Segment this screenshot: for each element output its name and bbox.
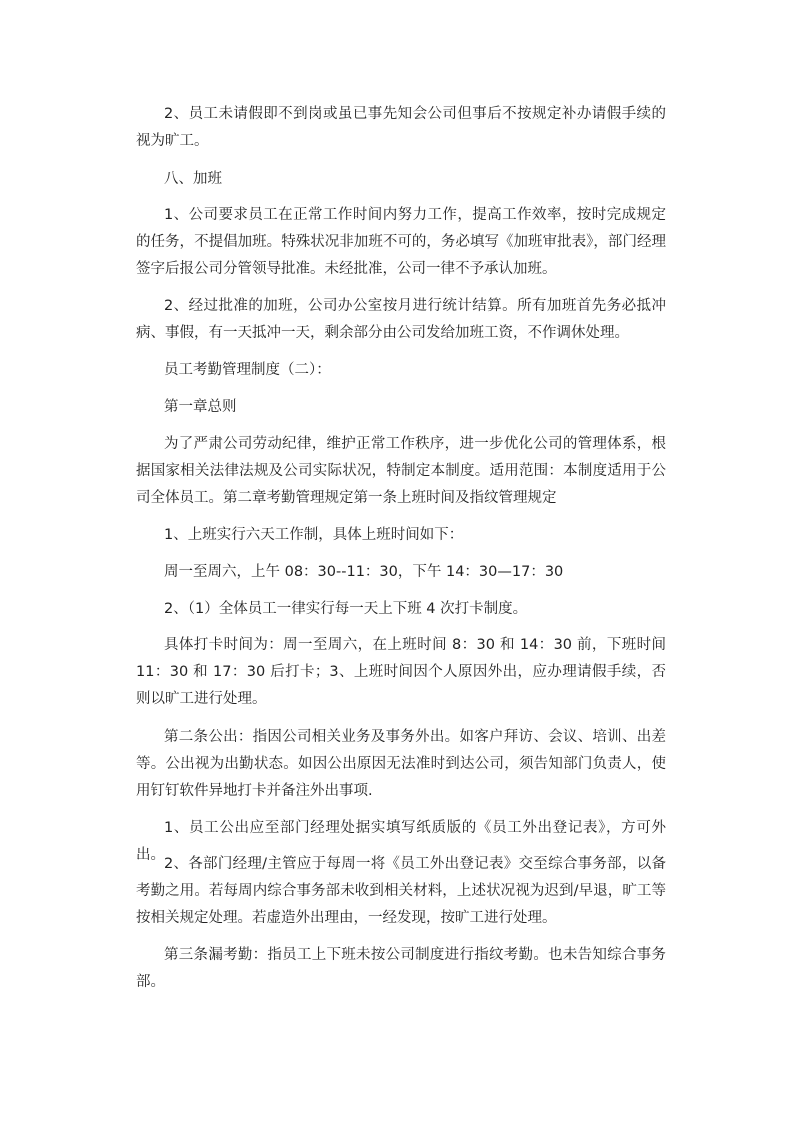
paragraph-clock-in-count: 2、（1）全体员工一律实行每一天上下班 4 次打卡制度。 [164,601,528,617]
paragraph-outing-form-submission: 2、各部门经理/主管应于每周一将《员工外出登记表》交至综合事务部，以备考勤之用。若每周内综合事务部未收到相关材料，上述状况视为迟到/早退，旷工等按相关规定处理。若虚造外出理由，一经发现，按旷工进行处理。 [136,856,666,926]
paragraph-work-schedule: 1、上班实行六天工作制，具体上班时间如下： [164,527,464,543]
paragraph-missed-attendance: 第三条漏考勤：指员工上下班未按公司制度进行指纹考勤。也未告知综合事务部。 [136,947,666,990]
paragraph-overtime-rule-2: 2、经过批准的加班，公司办公室按月进行统计结算。所有加班首先务必抵冲病、事假，有一天抵冲一天，剩余部分由公司发给加班工资，不作调休处理。 [136,298,666,341]
paragraph-outing-registration: 1、员工公出应至部门经理处据实填写纸质版的《员工外出登记表》，方可外出。 [136,820,666,863]
paragraph-absence-unapproved: 2、员工未请假即不到岗或虽已事先知会公司但事后不按规定补办请假手续的视为旷工。 [136,106,666,149]
paragraph-clock-in-times: 具体打卡时间为：周一至周六，在上班时间 8：30 和 14：30 前，下班时间 11：30 和 17：30 后打卡；3、上班时间因个人原因外出，应办理请假手续，否则以旷工进行处理。 [136,637,666,707]
paragraph-business-outing: 第二条公出：指因公司相关业务及事务外出。如客户拜访、会议、培训、出差等。公出视为出勤状态。如因公出原因无法准时到达公司，须告知部门负责人，使用钉钉软件异地打卡并备注外出事项. [136,729,666,799]
paragraph-purpose: 为了严肃公司劳动纪律，维护正常工作秩序，进一步优化公司的管理体系，根据国家相关法律法规及公司实际状况，特制定本制度。适用范围：本制度适用于公司全体员工。第二章考勤管理规定第一条上班时间及指纹管理规定 [136,436,666,506]
document-subtitle: 员工考勤管理制度（二）： [164,362,331,378]
paragraph-work-hours: 周一至周六，上午 08：30--11：30，下午 14：30—17：30 [164,564,564,580]
section-heading-overtime: 八、加班 [164,171,222,187]
chapter-heading: 第一章总则 [164,399,237,415]
paragraph-overtime-rule-1: 1、公司要求员工在正常工作时间内努力工作，提高工作效率，按时完成规定的任务，不提倡加班。特殊状况非加班不可的，务必填写《加班审批表》，部门经理签字后报公司分管领导批准。未经批准，公司一律不予承认加班。 [136,207,666,277]
